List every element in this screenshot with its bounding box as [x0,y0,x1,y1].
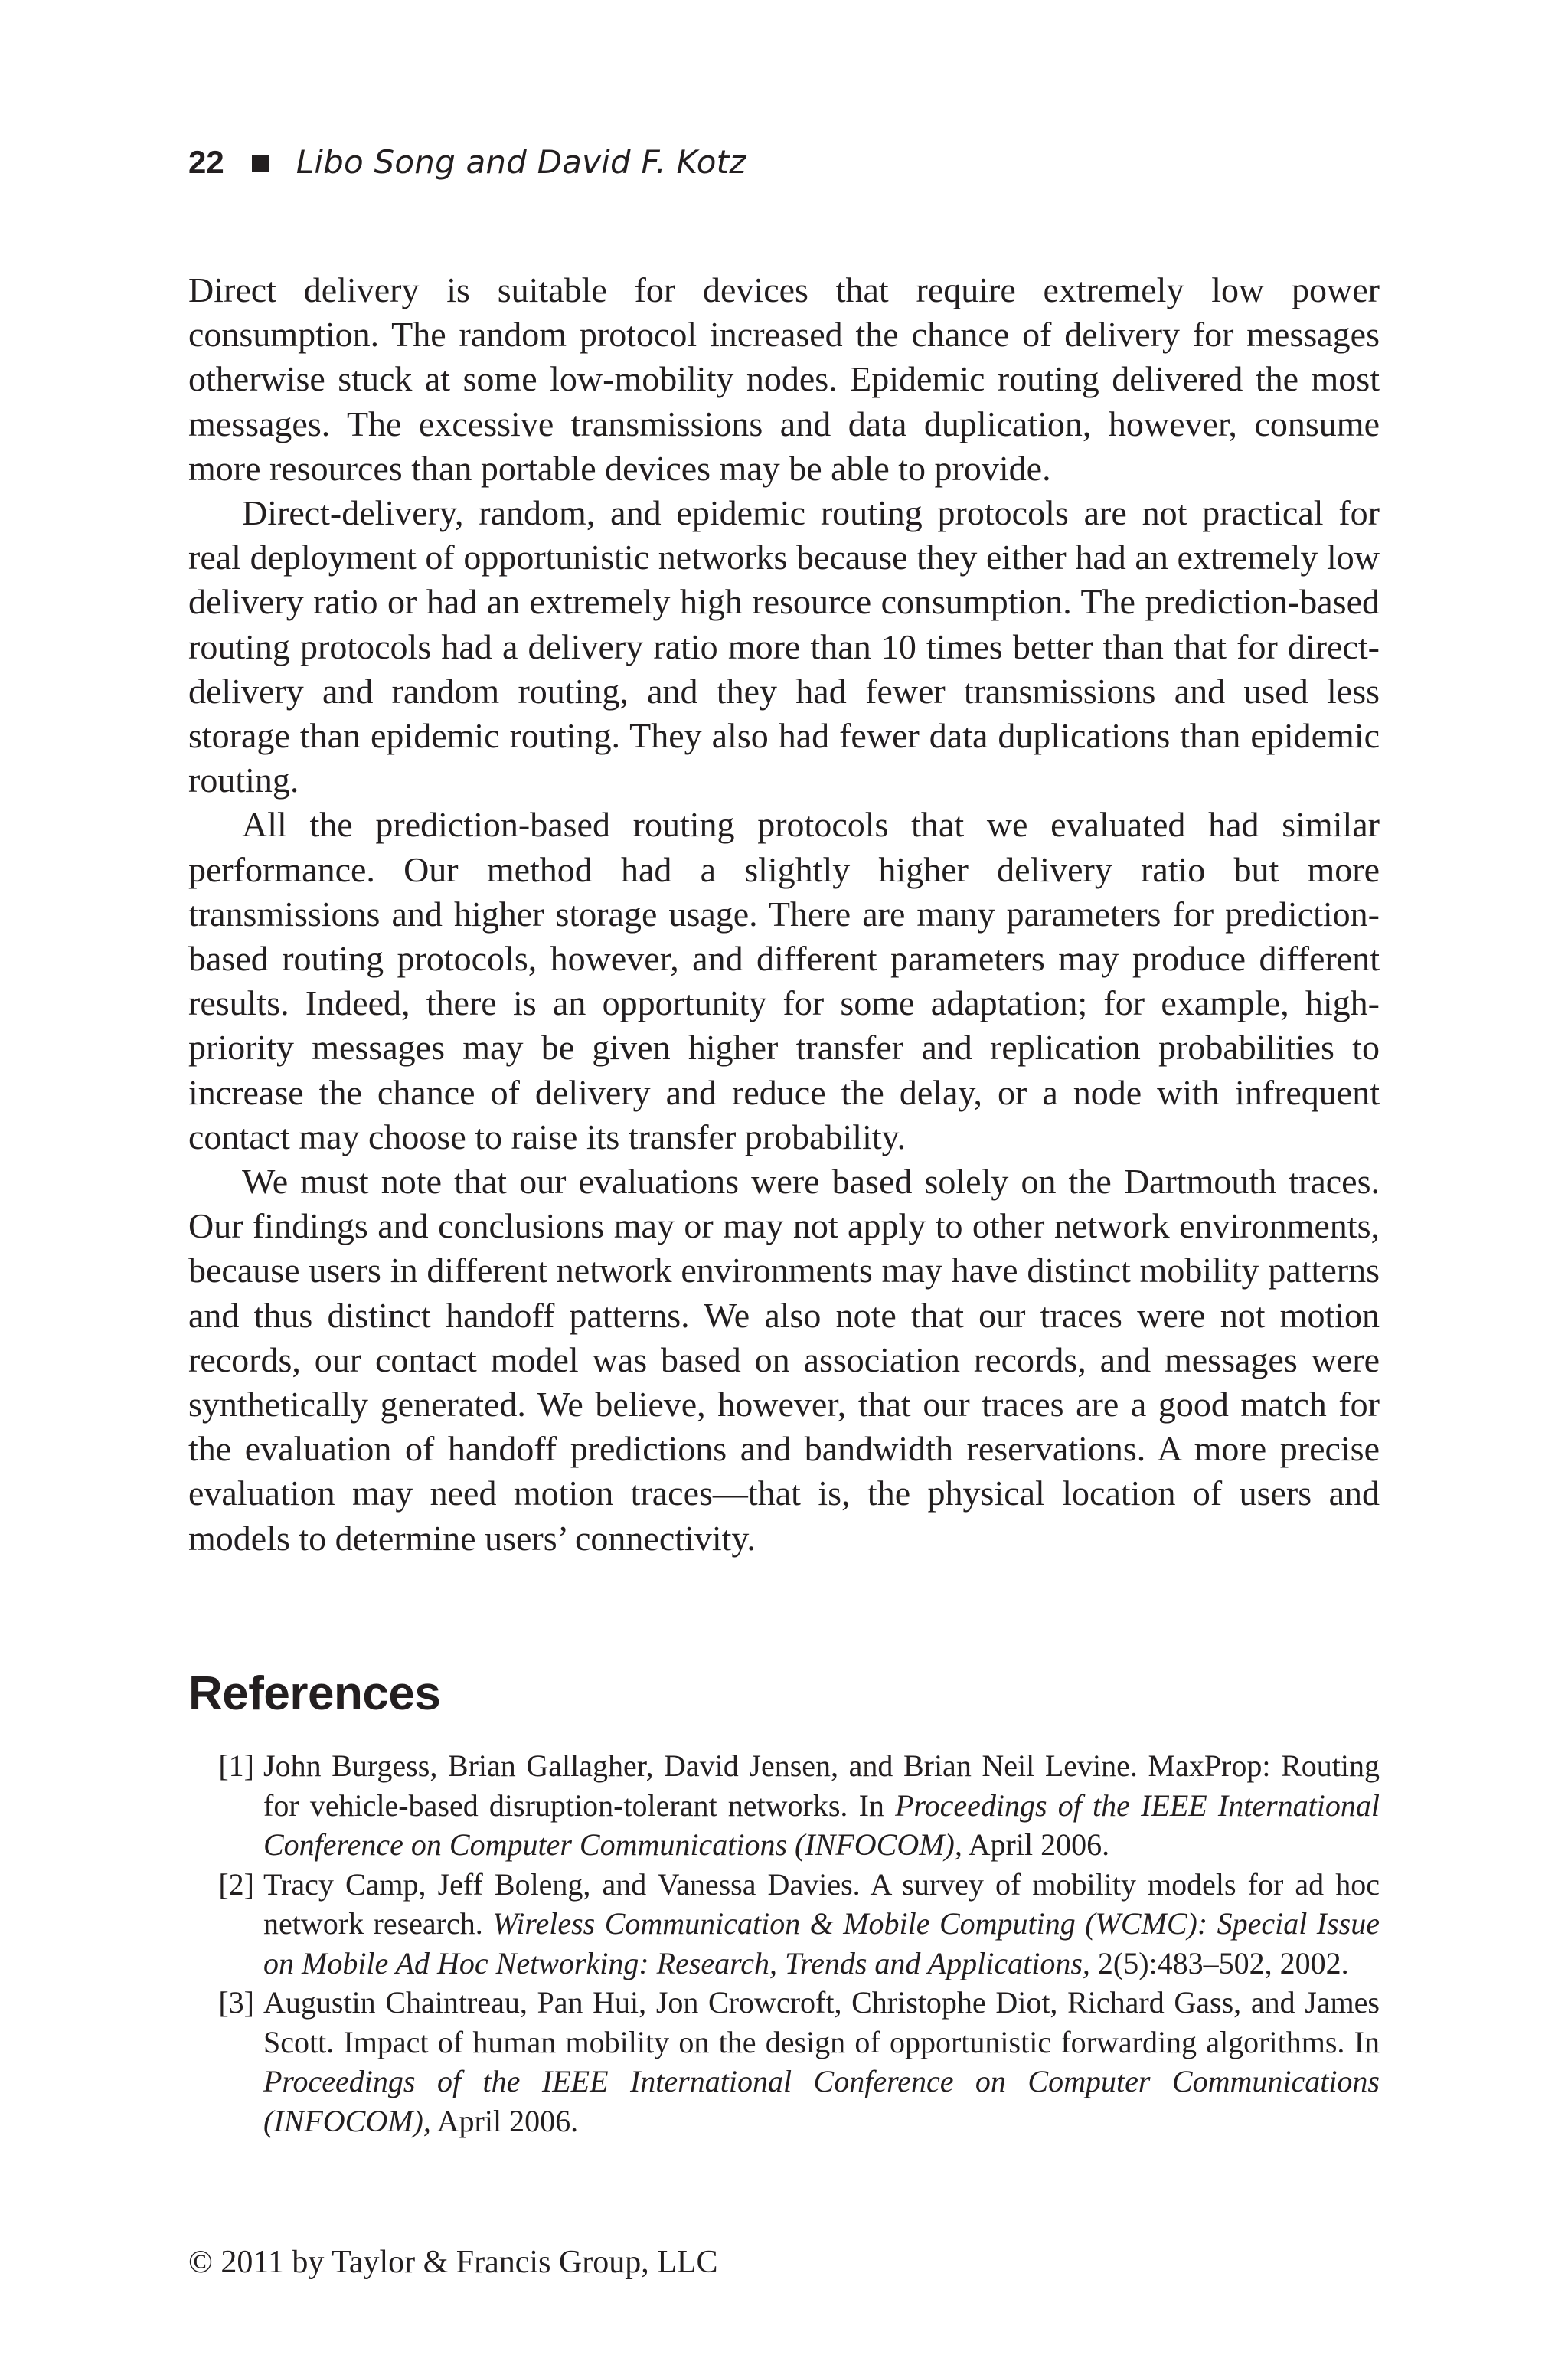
reference-authors-title: Augustin Chaintreau, Pan Hui, Jon Crowcroft, Christophe Diot, Richard Gass, and James Scott. Impact of human mobility on the design of opportunistic forwarding algorithms. In [263,1985,1380,2059]
body-text [188,268,1380,1561]
running-header-authors: Libo Song and David F. Kotz [296,143,746,181]
reference-date: 2(5):483–502, 2002. [1089,1945,1349,1980]
paragraph: Direct delivery is suitable for devices that require extremely low power consumption. The random protocol increased the chance of delivery for messages otherwise stuck at some low-mobility nodes. Epidemic routing delivered the most messages. The excessive transmissions and data duplication, however, consume more resources than portable devices may be able to provide. [188,270,1380,488]
paragraph: All the prediction-based routing protocols that we evaluated had similar performance. Our method had a slightly higher delivery ratio but more transmissions and higher storage usage. There are many parameters for prediction-based routing protocols, however, and different parameters may produce different results. Indeed, there is an opportunity for some adaptation; for example, high-priority messages may be given higher transfer and replication probabilities to increase the chance of delivery and reduce the delay, or a node with infrequent contact may choose to raise its transfer probability. [188,805,1380,1156]
square-bullet-icon [252,155,269,172]
running-header [188,142,746,182]
reference-number: [1] [218,1748,254,1783]
references-heading: References [188,1667,441,1720]
page-number: 22 [188,144,224,180]
reference-venue: Proceedings of the IEEE International Conference on Computer Communications (INFOCOM), [263,1787,1380,1862]
reference-authors-title: John Burgess, Brian Gallagher, David Jensen, and Brian Neil Levine. MaxProp: Routing for vehicle-based disruption-tolerant networks. In [263,1748,1380,1823]
reference-text [263,1865,1380,1984]
reference-text [263,1746,1380,1865]
reference-date: April 2006. [962,1827,1110,1862]
reference-item [188,1983,1380,2141]
reference-authors-title: Tracy Camp, Jeff Boleng, and Vanessa Davies. A survey of mobility models for ad hoc network research. [263,1866,1380,1941]
paragraph: Direct-delivery, random, and epidemic routing protocols are not practical for real deployment of opportunistic networks because they either had an extremely low delivery ratio or had an extremely high resource consumption. The prediction-based routing protocols had a delivery ratio more than 10 times better than that for direct-delivery and random routing, and they had fewer transmissions and used less storage than epidemic routing. They also had fewer data duplications than epidemic routing. [188,493,1380,800]
reference-text [263,1983,1380,2141]
reference-item [188,1865,1380,1984]
reference-list [188,1746,1380,2141]
reference-item [188,1746,1380,1865]
reference-venue: Wireless Communication & Mobile Computing (WCMC): Special Issue on Mobile Ad Hoc Networking: Research, Trends and Applications, [263,1906,1380,1980]
paragraph: We must note that our evaluations were based solely on the Dartmouth traces. Our findings and conclusions may or may not apply to other network environments, because users in different network environments may have distinct mobility patterns and thus distinct handoff patterns. We also note that our traces were not motion records, our contact model was based on association records, and messages were synthetically generated. We believe, however, that our traces are a good match for the evaluation of handoff predictions and bandwidth reservations. A more precise evaluation may need motion traces—that is, the physical location of users and models to determine users’ connectivity. [188,1162,1380,1558]
reference-number: [2] [218,1866,254,1902]
reference-number: [3] [218,1985,254,2020]
reference-venue: Proceedings of the IEEE International Conference on Computer Communications (INFOCOM), [263,2064,1380,2138]
copyright-notice: © 2011 by Taylor & Francis Group, LLC [188,2245,718,2280]
reference-date: April 2006. [430,2103,579,2138]
